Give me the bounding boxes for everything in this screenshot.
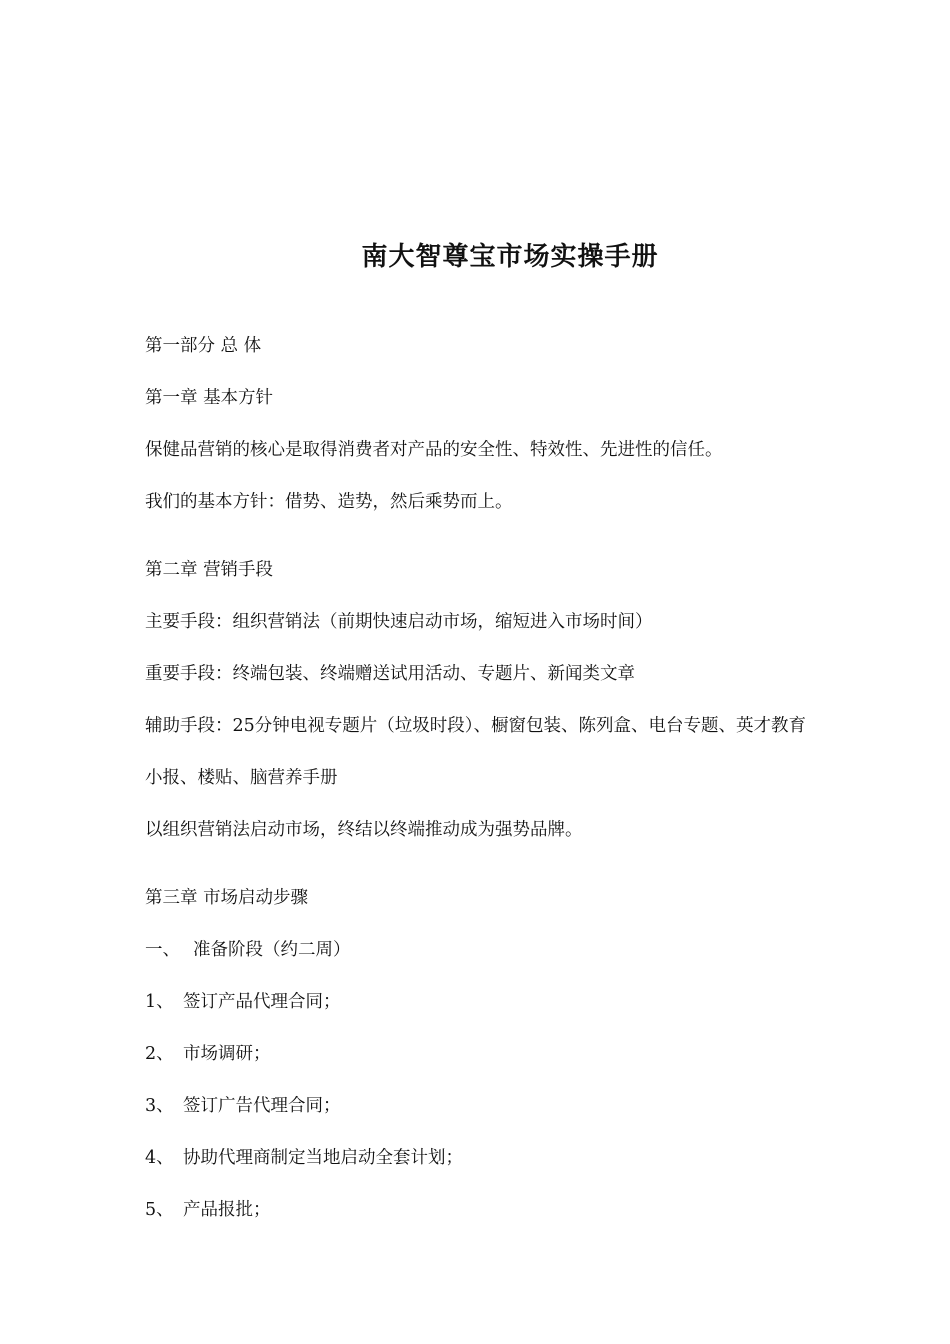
list-item-text: 市场调研； bbox=[183, 1044, 271, 1064]
section-title: 准备阶段（约二周） bbox=[193, 940, 351, 960]
list-item-number: 1、 bbox=[145, 992, 174, 1012]
chapter-heading-1: 第一章 基本方针 bbox=[145, 388, 274, 408]
list-item-text: 签订广告代理合同； bbox=[183, 1096, 341, 1116]
list-item-text: 协助代理商制定当地启动全套计划； bbox=[183, 1148, 463, 1168]
paragraph-auxiliary-cont: 小报、楼贴、脑营养手册 bbox=[145, 768, 338, 788]
list-item-text: 产品报批； bbox=[183, 1200, 271, 1220]
section-heading-prep bbox=[145, 938, 351, 962]
paragraph-auxiliary-means: 辅助手段：25分钟电视专题片（垃圾时段）、橱窗包装、陈列盒、电台专题、英才教育 bbox=[145, 716, 807, 736]
list-item bbox=[145, 1198, 271, 1222]
list-item-text: 签订产品代理合同； bbox=[183, 992, 341, 1012]
part-heading: 第一部分 总 体 bbox=[145, 336, 262, 356]
chapter-heading-2: 第二章 营销手段 bbox=[145, 560, 274, 580]
section-number: 一、 bbox=[145, 940, 180, 960]
list-item-number: 2、 bbox=[145, 1044, 174, 1064]
chapter-heading-3: 第三章 市场启动步骤 bbox=[145, 888, 309, 908]
paragraph-main-means: 主要手段：组织营销法（前期快速启动市场，缩短进入市场时间） bbox=[145, 612, 653, 632]
list-item bbox=[145, 1042, 271, 1066]
paragraph-conclusion: 以组织营销法启动市场，终结以终端推动成为强势品牌。 bbox=[145, 820, 583, 840]
paragraph-core: 保健品营销的核心是取得消费者对产品的安全性、特效性、先进性的信任。 bbox=[145, 440, 723, 460]
list-item bbox=[145, 1146, 463, 1170]
list-item bbox=[145, 1094, 341, 1118]
paragraph-important-means: 重要手段：终端包装、终端赠送试用活动、专题片、新闻类文章 bbox=[145, 664, 635, 684]
list-item-number: 3、 bbox=[145, 1096, 174, 1116]
list-item-number: 5、 bbox=[145, 1200, 174, 1220]
paragraph-policy: 我们的基本方针：借势、造势，然后乘势而上。 bbox=[145, 492, 513, 512]
document-title: 南大智尊宝市场实操手册 bbox=[361, 242, 659, 272]
list-item-number: 4、 bbox=[145, 1148, 174, 1168]
list-item bbox=[145, 990, 341, 1014]
